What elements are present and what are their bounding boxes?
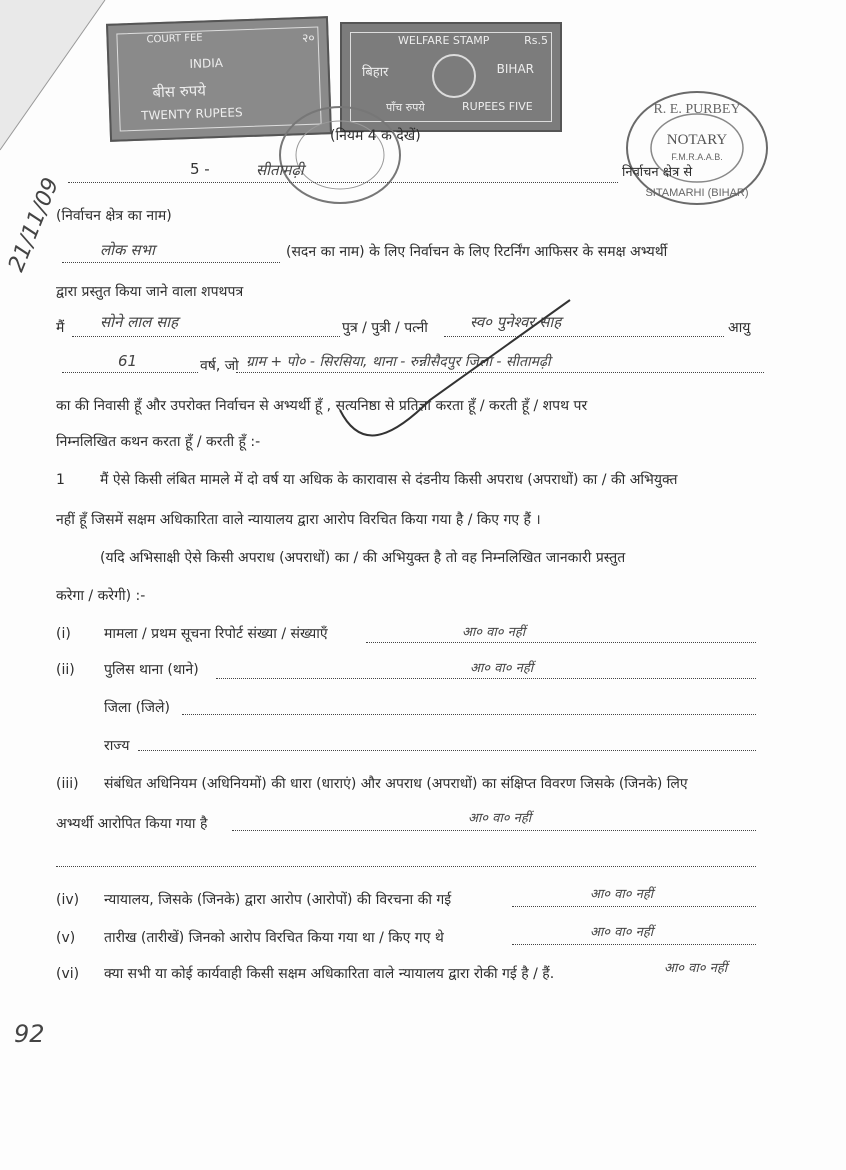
item1-note1: (यदि अभिसाक्षी ऐसे किसी अपराध (अपराधों) का / की अभियुक्त है तो वह निम्नलिखित जानकारी प्रस्तुत (100, 550, 626, 566)
item-i-label: मामला / प्रथम सूचना रिपोर्ट संख्या / संख्याएँ (104, 626, 328, 642)
welfare-title: WELFARE STAMP (398, 34, 490, 47)
item-v-answer: आ० वा० नहीं (590, 925, 654, 940)
item-ii-number: (ii) (56, 662, 75, 678)
intro-line2: द्वारा प्रस्तुत किया जाने वाला शपथपत्र (56, 284, 244, 300)
item-iii-number: (iii) (56, 776, 79, 792)
item1-number: 1 (56, 472, 65, 488)
constituency-handwritten: सीतामढ़ी (256, 161, 304, 179)
constituency-label: निर्वाचन क्षेत्र से (622, 165, 693, 180)
welfare-left: बिहार (362, 65, 389, 80)
item-iv-answer: आ० वा० नहीं (590, 887, 654, 902)
years-label: वर्ष, जो (200, 358, 239, 374)
relation-label: पुत्र / पुत्री / पत्नी (342, 320, 428, 336)
item-iv-number: (iv) (56, 892, 80, 908)
item-vi-answer: आ० वा० नहीं (664, 961, 728, 976)
item-i-number: (i) (56, 626, 71, 642)
intro-line1: (सदन का नाम) के लिए निर्वाचन के लिए रिटर्निंग आफिसर के समक्ष अभ्यर्थी (286, 244, 668, 260)
district-label: जिला (जिले) (104, 700, 171, 716)
item-i-answer: आ० वा० नहीं (462, 625, 526, 640)
welfare-right: BIHAR (496, 62, 534, 76)
item-v-label: तारीख (तारीखें) जिनको आरोप विरचित किया गया था / किए गए थे (104, 930, 444, 946)
father-name: स्व० पुनेश्वर साह (470, 313, 562, 331)
item1-line1: मैं ऐसे किसी लंबित मामले में दो वर्ष या अधिक के कारावास से दंडनीय किसी अपराध (अपराधों) का / की अभियुक्त (100, 472, 678, 488)
main-prefix: मैं (56, 320, 65, 336)
court-fee-value-hi: बीस रुपये (152, 81, 207, 102)
item-v-number: (v) (56, 930, 76, 946)
welfare-value-en: RUPEES FIVE (462, 100, 533, 113)
item1-line2: नहीं हूँ जिसमें सक्षम अधिकारिता वाले न्यायालय द्वारा आरोप विरचित किया गया है / किए गए हैं । (56, 512, 541, 528)
notary-role: NOTARY (666, 132, 728, 148)
item-ii-answer: आ० वा० नहीं (470, 661, 534, 676)
emblem-icon (432, 54, 476, 98)
item-iii-answer: आ० वा० नहीं (468, 811, 532, 826)
statement-line: निम्नलिखित कथन करता हूँ / करती हूँ :- (56, 434, 261, 450)
notary-name: R. E. PURBEY (653, 102, 741, 117)
address-handwritten: ग्राम + पो० - सिरसिया, थाना - रुन्नीसैदपुर जिला - सीतामढ़ी (246, 354, 551, 370)
age-label: आयु (728, 320, 751, 336)
page-number: 92 (14, 1020, 45, 1048)
item-iii-line2: अभ्यर्थी आरोपित किया गया है (56, 816, 208, 832)
resident-line: का की निवासी हूँ और उपरोक्त निर्वाचन से अभ्यर्थी हूँ , सत्यनिष्ठा से प्रतिज्ञा करता हूँ / करती हूँ / शपथ पर (56, 398, 588, 414)
item-iv-label: न्यायालय, जिसके (जिनके) द्वारा आरोप (आरोपों) की विरचना की गई (104, 892, 452, 908)
court-fee-country: INDIA (189, 55, 224, 72)
item1-note2: करेगा / करेगी) :- (56, 588, 146, 604)
state-label: राज्य (104, 738, 130, 754)
margin-date: 21/11/09 (4, 174, 65, 276)
notary-seal (623, 88, 771, 208)
item-vi-number: (vi) (56, 966, 80, 982)
court-fee-top: COURT FEE (146, 32, 203, 46)
form-number: 5 - (190, 160, 210, 178)
notary-sub: F.M.R.A.A.B. (671, 152, 723, 162)
signature-mark (330, 290, 580, 450)
rule-reference: (नियम 4 क देखें) (330, 128, 421, 144)
candidate-name: सोने लाल साह (100, 313, 179, 331)
notary-place: SITAMARHI (BIHAR) (645, 187, 749, 199)
welfare-corner: Rs.5 (524, 34, 548, 47)
item-iii-line1: संबंधित अधिनियम (अधिनियमों) की धारा (धाराएं) और अपराध (अपराधों) का संक्षिप्त विवरण जिसके (जिनके) लिए (104, 776, 688, 792)
item-ii-label: पुलिस थाना (थाने) (104, 662, 199, 678)
constituency-name-label: (निर्वाचन क्षेत्र का नाम) (56, 208, 172, 224)
welfare-value-hi: पाँच रुपये (386, 101, 425, 114)
court-fee-value-en: TWENTY RUPEES (140, 105, 243, 123)
court-fee-corner: २० (301, 30, 315, 46)
house-handwritten: लोक सभा (100, 241, 155, 259)
sitamarhi-seal (270, 100, 410, 210)
age-value: 61 (118, 352, 138, 370)
folded-corner (0, 0, 120, 160)
item-vi-label: क्या सभी या कोई कार्यवाही किसी सक्षम अधिकारिता वाले न्यायालय द्वारा रोकी गई है / हैं. (104, 966, 555, 982)
